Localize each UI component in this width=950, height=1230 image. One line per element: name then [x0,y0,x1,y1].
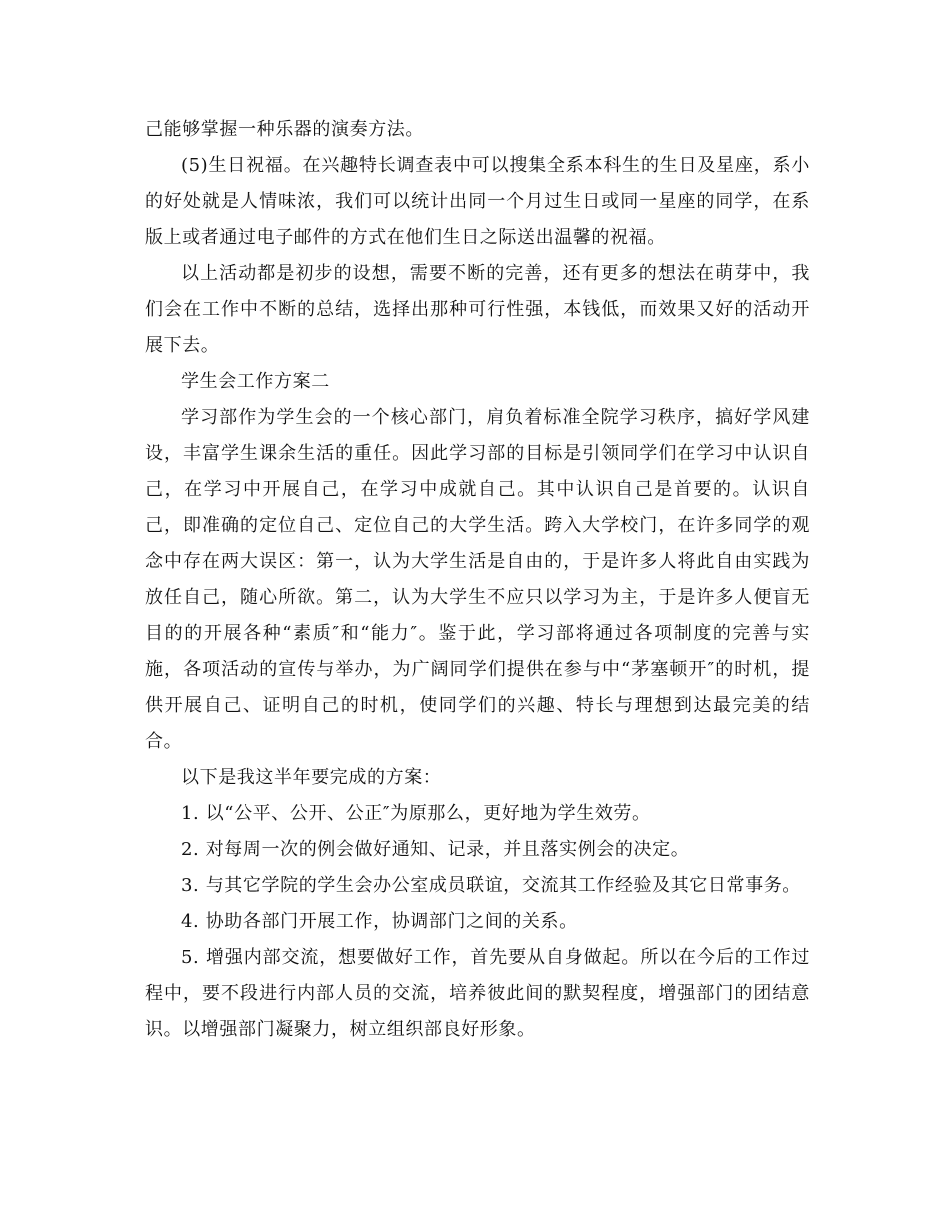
document-page [145,112,810,1048]
paragraph-activities-summary: 以上活动都是初步的设想，需要不断的完善，还有更多的想法在萌芽中，我们会在工作中不断的总结，选择出那种可行性强，本钱低，而效果又好的活动开展下去。 [145,263,810,356]
list-item-2: 2. 对每周一次的例会做好通知、记录，并且落实例会的决定。 [181,839,690,860]
list-item-5: 5. 增强内部交流，想要做好工作，首先要从自身做起。所以在今后的工作过程中，要不段进行内部人员的交流，培养彼此间的默契程度，增强部门的团结意识。以增强部门凝聚力，树立组织部良好形象。 [145,947,810,1040]
paragraph-study-department: 学习部作为学生会的一个核心部门，肩负着标准全院学习秩序，搞好学风建设，丰富学生课余生活的重任。因此学习部的目标是引领同学们在学习中认识自己，在学习中开展自己，在学习中成就自己。其中认识自己是首要的。认识自己，即准确的定位自己、定位自己的大学生活。跨入大学校门，在许多同学的观念中存在两大误区：第一，认为大学生活是自由的，于是许多人将此自由实践为放任自己，随心所欲。第二，认为大学生不应只以学习为主，于是许多人便盲无目的的开展各种“素质″和“能力″。鉴于此，学习部将通过各项制度的完善与实施，各项活动的宣传与举办，为广阔同学们提供在参与中“茅塞顿开″的时机，提供开展自己、证明自己的时机，使同学们的兴趣、特长与理想到达最完美的结合。 [145,407,810,752]
section-heading-plan-two: 学生会工作方案二 [181,371,330,392]
paragraph-continuation: 己能够掌握一种乐器的演奏方法。 [145,119,424,140]
list-item-1: 1. 以“公平、公开、公正″为原那么，更好地为学生效劳。 [181,803,651,824]
paragraph-plan-intro: 以下是我这半年要完成的方案： [181,767,442,788]
list-item-4: 4. 协助各部门开展工作，协调部门之间的关系。 [181,911,578,932]
paragraph-birthday-wishes: (5)生日祝福。在兴趣特长调查表中可以搜集全系本科生的生日及星座，系小的好处就是人情味浓，我们可以统计出同一个月过生日或同一星座的同学，在系版上或者通过电子邮件的方式在他们生日之际送出温馨的祝福。 [145,155,810,248]
list-item-3: 3. 与其它学院的学生会办公室成员联谊，交流其工作经验及其它日常事务。 [181,875,801,896]
